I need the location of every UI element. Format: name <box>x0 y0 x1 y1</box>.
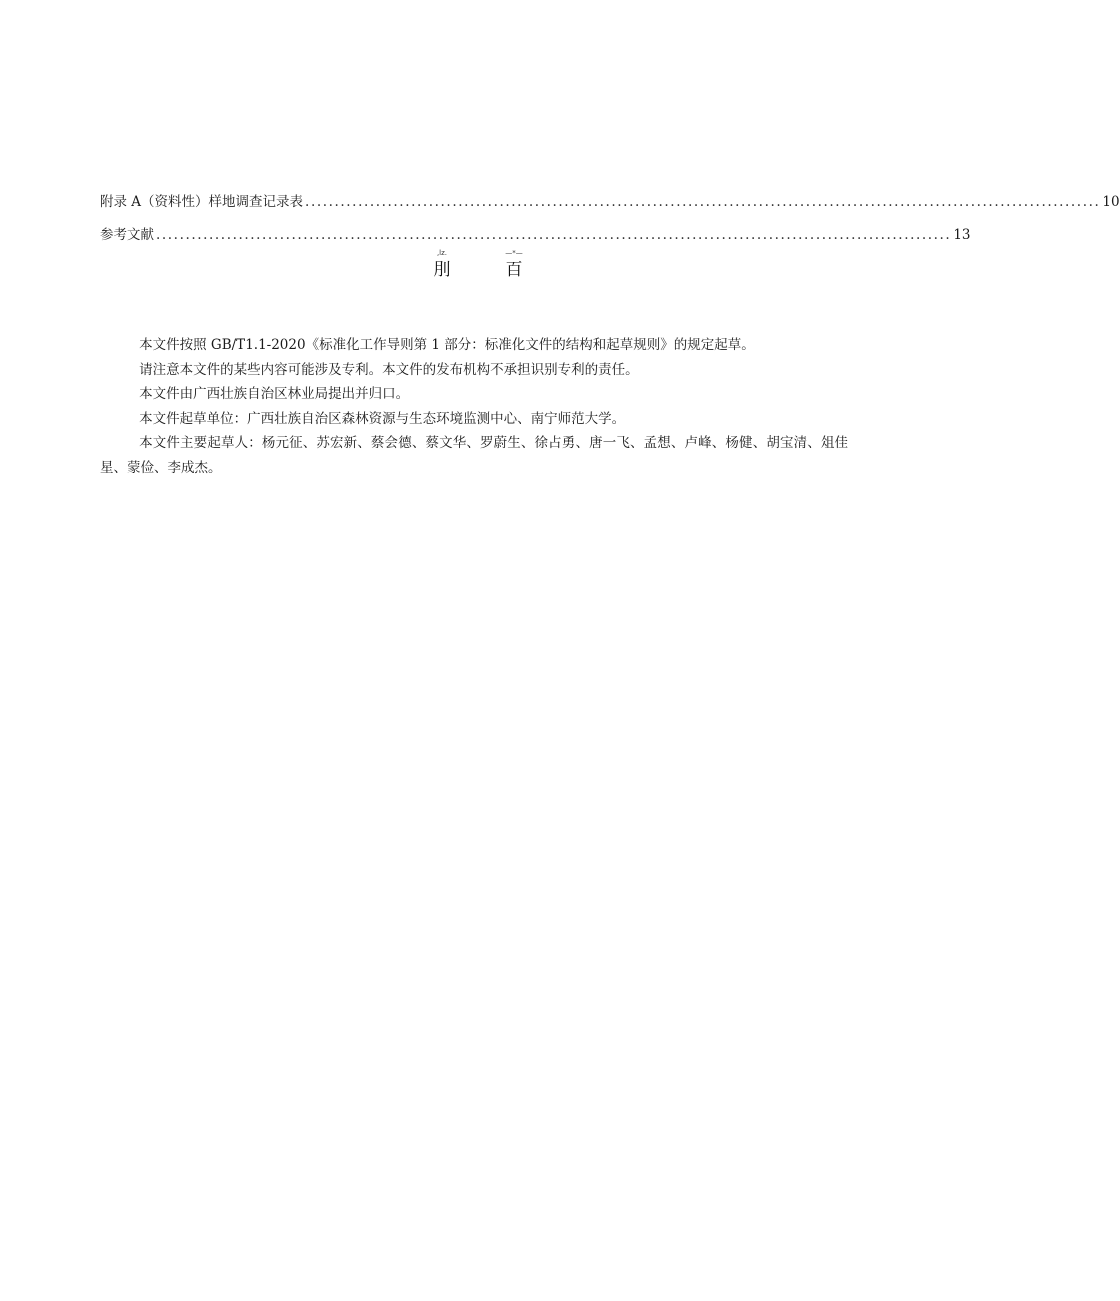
toc-entry-references[interactable] <box>100 224 971 246</box>
heading-mark-right: —*— <box>505 249 523 257</box>
heading-glyph-right: 百 <box>505 260 523 280</box>
foreword-body <box>100 333 848 480</box>
heading-char-left <box>422 248 462 282</box>
heading-mark-left: ,lz. <box>436 249 448 257</box>
heading-char-right <box>494 248 534 282</box>
heading-glyph-left: 刖 <box>433 260 451 280</box>
foreword-paragraph-drafters: 本文件主要起草人：杨元征、苏宏新、蔡会德、蔡文华、罗蔚生、徐占勇、唐一飞、孟想、卢峰、杨健、胡宝清、俎佳星、蒙俭、李成杰。 <box>100 435 848 476</box>
toc-entry-page: 13 <box>953 227 971 243</box>
foreword-paragraph-drafting-rules: 本文件按照 GB/T1.1-2020《标准化工作导则第 1 部分：标准化文件的结构和起草规则》的规定起草。 <box>139 337 755 353</box>
foreword-paragraph-drafting-units: 本文件起草单位：广西壮族自治区森林资源与生态环境监测中心、南宁师范大学。 <box>139 410 626 427</box>
toc-entry-page: 10 <box>1102 194 1120 210</box>
foreword-paragraph-proposer: 本文件由广西壮族自治区林业局提出并归口。 <box>139 386 410 402</box>
toc-leader-dots: ....................................................................................................................................... <box>156 227 952 243</box>
toc-entry-appendix-a[interactable] <box>100 191 1120 213</box>
toc-entry-title: 附录 A（资料性）样地调查记录表 <box>100 194 304 210</box>
foreword-heading <box>0 248 920 292</box>
toc-leader-dots: ....................................................................................................................................... <box>305 194 1101 210</box>
toc-entry-title: 参考文献 <box>100 227 154 243</box>
foreword-paragraph-patent-notice: 请注意本文件的某些内容可能涉及专利。本文件的发布机构不承担识别专利的责任。 <box>139 361 639 378</box>
